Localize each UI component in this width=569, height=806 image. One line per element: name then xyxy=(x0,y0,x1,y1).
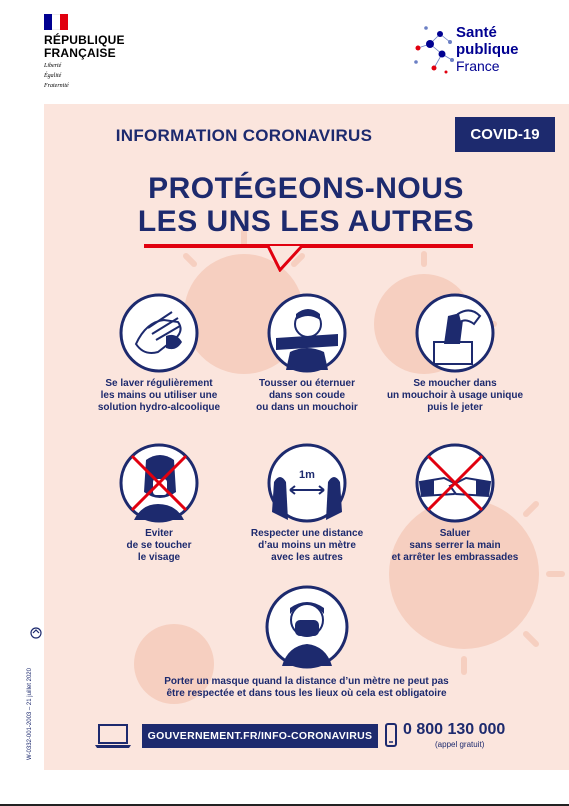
headline xyxy=(44,172,568,238)
republic-name-line1: RÉPUBLIQUE xyxy=(44,33,125,47)
info-title: INFORMATION CORONAVIRUS xyxy=(115,126,373,145)
poster-panel xyxy=(44,104,569,770)
gesture-6-line3: et arrêter les embrassades xyxy=(391,552,519,563)
gesture-4-line1: Eviter xyxy=(145,528,173,539)
covid-badge: COVID-19 xyxy=(455,117,555,152)
marianne-flag-icon xyxy=(44,14,68,30)
gesture-1-line1: Se laver régulièrement xyxy=(105,378,213,389)
gesture-2-line3: ou dans un mouchoir xyxy=(256,402,358,413)
gesture-2-line1: Tousser ou éternuer xyxy=(259,378,355,389)
spf-line2: publique xyxy=(456,41,519,58)
phone-number[interactable]: 0 800 130 000 xyxy=(403,721,506,738)
gesture-tissue xyxy=(370,292,540,414)
gesture-cough-elbow xyxy=(222,292,392,414)
motto-liberte: Liberté xyxy=(44,63,62,69)
phone-note: (appel gratuit) xyxy=(435,740,485,749)
gesture-3-line3: puis le jeter xyxy=(427,402,483,413)
gesture-3-line2: un mouchoir à usage unique xyxy=(386,390,524,401)
spf-line3: France xyxy=(456,58,500,74)
mask-line2: être respectée et dans tous les lieux où cela est obligatoire xyxy=(166,688,447,699)
gesture-5-line2: d’au moins un mètre xyxy=(258,540,356,551)
gesture-5-line1: Respecter une distance xyxy=(250,528,364,539)
gesture-no-handshake xyxy=(370,442,540,564)
spf-line1: Santé xyxy=(456,24,497,41)
gesture-3-line1: Se moucher dans xyxy=(413,378,497,389)
headline-line1: PROTÉGEONS-NOUS xyxy=(148,172,464,205)
face-mask-icon xyxy=(264,584,350,670)
motto-fraternite: Fraternité xyxy=(44,83,69,89)
headline-underline xyxy=(144,244,473,248)
gesture-6-line1: Saluer xyxy=(439,528,471,539)
headline-line2: LES UNS LES AUTRES xyxy=(137,205,475,238)
no-handshake-icon xyxy=(414,442,496,524)
laptop-icon xyxy=(93,723,133,749)
gesture-no-face-touch xyxy=(74,442,244,564)
speech-bubble-tail-icon xyxy=(266,246,306,272)
distance-one-meter-icon xyxy=(266,442,348,524)
gesture-wear-mask xyxy=(104,584,509,700)
phone-icon xyxy=(384,722,398,748)
sante-publique-france-logo xyxy=(410,20,540,82)
recycle-icon xyxy=(30,627,42,639)
gesture-1-line2: les mains ou utiliser une xyxy=(100,390,218,401)
tissue-box-icon xyxy=(414,292,496,374)
gesture-5-line3: avec les autres xyxy=(271,552,343,563)
page-header xyxy=(0,0,569,104)
distance-label: 1m xyxy=(299,469,315,481)
molecule-logo-icon xyxy=(410,20,456,80)
republic-name-line2: FRANÇAISE xyxy=(44,46,116,60)
mask-line1: Porter un masque quand la distance d’un mètre ne peut pas xyxy=(164,676,449,687)
motto-egalite: Égalité xyxy=(44,73,62,79)
hand-washing-icon xyxy=(118,292,200,374)
gesture-wash-hands xyxy=(74,292,244,414)
cough-in-elbow-icon xyxy=(266,292,348,374)
website-link[interactable]: GOUVERNEMENT.FR/INFO-CORONAVIRUS xyxy=(142,724,378,748)
document-code: W-0332-001-2003 – 21 juillet 2020 xyxy=(27,668,33,760)
no-face-touch-icon xyxy=(118,442,200,524)
gesture-distance xyxy=(222,442,392,564)
republique-francaise-logo xyxy=(44,14,134,90)
gesture-6-line2: sans serrer la main xyxy=(409,540,501,551)
gesture-4-line2: de se toucher xyxy=(126,540,192,551)
gesture-1-line3: solution hydro-alcoolique xyxy=(97,402,221,413)
gesture-4-line3: le visage xyxy=(137,552,181,563)
gesture-2-line2: dans son coude xyxy=(268,390,346,401)
